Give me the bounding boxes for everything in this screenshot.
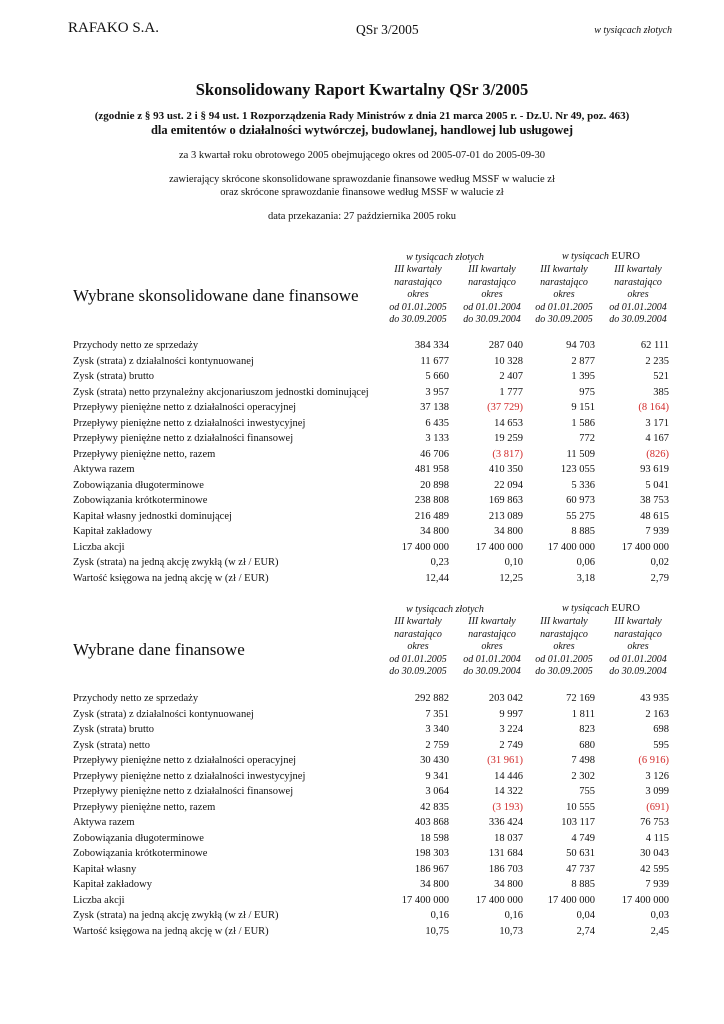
col-head-line: narastająco [468, 628, 516, 640]
cell-value: (3 193) [492, 801, 523, 813]
cell-value: 4 749 [571, 832, 595, 844]
col-head-line: do 30.09.2005 [535, 666, 593, 677]
cell-value: 2 163 [645, 708, 669, 720]
row-label: Przepływy pieniężne netto z działalności inwestycyjnej [73, 417, 306, 429]
row-label: Kapitał własny jednostki dominującej [73, 510, 232, 522]
table-row [73, 462, 683, 478]
cell-value: 186 703 [488, 863, 523, 875]
table-row [73, 784, 683, 800]
cell-value: 3 099 [645, 786, 669, 797]
cell-value: 0,16 [504, 910, 523, 921]
cell-value: 3 126 [645, 770, 669, 782]
row-label: Kapitał własny [73, 863, 137, 875]
group-eur-suffix: EURO [611, 251, 641, 262]
cell-value: 698 [653, 724, 669, 735]
cell-value: 20 898 [420, 479, 449, 491]
row-label: Zysk (strata) z działalności kontynuowanej [73, 355, 254, 367]
row-label: Aktywa razem [73, 817, 135, 828]
cell-value: 17 400 000 [475, 541, 523, 553]
col-head-line: do 30.09.2004 [609, 666, 667, 677]
col-head-4 [602, 616, 674, 679]
cell-value: 131 684 [488, 848, 523, 859]
cell-value: 10,73 [499, 925, 523, 937]
col-head-line: narastająco [394, 628, 442, 640]
cell-value: 2 407 [499, 371, 523, 382]
cell-value: 11 509 [566, 448, 595, 460]
cell-value: 0,23 [430, 557, 449, 568]
row-label: Przychody netto ze sprzedaży [73, 693, 199, 704]
cell-value: 595 [653, 739, 669, 751]
cell-value: 5 041 [645, 479, 669, 491]
col-head-line: narastająco [468, 276, 516, 288]
table-row [73, 400, 683, 416]
col-head-line: do 30.09.2004 [609, 314, 667, 325]
cell-value: 60 973 [566, 495, 595, 506]
table-row [73, 493, 683, 509]
col-head-line: okres [553, 641, 575, 652]
table-row [73, 769, 683, 785]
row-label: Zobowiązania długoterminowe [73, 832, 204, 844]
col-head-line: narastająco [394, 276, 442, 288]
company-name: RAFAKO S.A. [68, 20, 159, 36]
row-label: Przepływy pieniężne netto, razem [73, 448, 216, 460]
cell-value: 2 302 [571, 770, 595, 782]
group-pln-header: w tysiącach złotych [406, 604, 484, 615]
cell-value: 385 [653, 386, 669, 398]
cell-value: 17 400 000 [621, 541, 669, 553]
group-eur-header [526, 603, 676, 614]
table-row [73, 524, 683, 540]
row-label: Liczba akcji [73, 541, 125, 553]
table-row [73, 691, 683, 707]
row-label: Zysk (strata) na jedną akcję zwykłą (w zł / EUR) [73, 910, 279, 921]
cell-value: 14 653 [494, 417, 523, 429]
cell-value: 238 808 [414, 495, 449, 506]
cell-value: 46 706 [420, 448, 449, 460]
cell-value: 12,25 [499, 572, 523, 584]
cell-value: 34 800 [494, 526, 523, 537]
col-head-3 [528, 616, 600, 679]
cell-value: 216 489 [414, 510, 449, 522]
cell-value: (826) [646, 448, 669, 460]
cell-value: 1 811 [571, 708, 595, 720]
col-head-line: do 30.09.2005 [389, 314, 447, 325]
cell-value: 3 171 [645, 417, 669, 429]
table-row [73, 722, 683, 738]
row-label: Kapitał zakładowy [73, 526, 153, 537]
col-head-line: do 30.09.2005 [389, 666, 447, 677]
cell-value: 17 400 000 [401, 541, 449, 553]
table-row [73, 555, 683, 571]
col-head-line: do 30.09.2004 [463, 666, 521, 677]
col-head-line: narastająco [540, 628, 588, 640]
col-head-line: III kwartały [540, 264, 588, 275]
col-head-line: III kwartały [394, 616, 442, 627]
table-row [73, 800, 683, 816]
row-label: Zobowiązania długoterminowe [73, 479, 204, 491]
table-row [73, 338, 683, 354]
cell-value: 823 [579, 724, 595, 735]
cell-value: 0,03 [650, 910, 669, 921]
table-row [73, 416, 683, 432]
row-label: Zysk (strata) netto [73, 739, 150, 751]
cell-value: 62 111 [640, 340, 669, 351]
cell-value: 10 328 [494, 355, 523, 367]
cell-value: 0,02 [650, 557, 669, 568]
cell-value: 48 615 [640, 510, 669, 522]
cell-value: 17 400 000 [621, 894, 669, 906]
col-head-line: od 01.01.2004 [609, 653, 667, 665]
cell-value: 0,16 [430, 910, 449, 921]
col-head-line: III kwartały [468, 616, 516, 627]
row-label: Kapitał zakładowy [73, 879, 153, 890]
cell-value: 12,44 [425, 572, 449, 584]
col-head-line: okres [407, 289, 429, 300]
cell-value: 38 753 [640, 495, 669, 506]
unit-note: w tysiącach złotych [594, 25, 672, 36]
col-head-4 [602, 264, 674, 327]
transfer-date: data przekazania: 27 października 2005 roku [267, 211, 457, 222]
cell-value: 9 341 [425, 770, 449, 782]
cell-value: (37 729) [487, 402, 523, 413]
cell-value: 772 [579, 433, 595, 444]
table-row [73, 831, 683, 847]
col-head-line: okres [553, 289, 575, 300]
col-head-line: III kwartały [468, 264, 516, 275]
cell-value: 17 400 000 [475, 894, 523, 906]
cell-value: 481 958 [414, 464, 449, 475]
row-label: Przepływy pieniężne netto z działalności operacyjnej [73, 755, 297, 766]
col-head-line: od 01.01.2004 [463, 653, 521, 665]
cell-value: 3 340 [425, 724, 449, 735]
cell-value: 7 498 [571, 755, 595, 766]
cell-value: 34 800 [494, 879, 523, 890]
col-head-1 [382, 616, 454, 679]
contents-line-1: zawierający skrócone skonsolidowane sprawozdanie finansowe według MSSF w walucie zł [169, 174, 555, 185]
col-head-line: od 01.01.2004 [463, 301, 521, 313]
cell-value: 3,18 [576, 572, 595, 584]
cell-value: 6 435 [425, 417, 449, 429]
group-eur-suffix: EURO [611, 603, 641, 614]
cell-value: 755 [579, 786, 595, 797]
cell-value: 7 351 [425, 708, 449, 720]
cell-value: 42 595 [640, 863, 669, 875]
row-label: Zysk (strata) na jedną akcję zwykłą (w zł / EUR) [73, 557, 279, 568]
legal-basis: (zgodnie z § 93 ust. 2 i § 94 ust. 1 Rozporządzenia Rady Ministrów z dnia 21 marca 2005 r. - Dz.U. Nr 49, poz. 463) [94, 110, 630, 122]
cell-value: 30 430 [420, 755, 449, 766]
cell-value: 50 631 [566, 848, 595, 859]
cell-value: (3 817) [492, 448, 523, 460]
col-head-line: od 01.01.2005 [389, 301, 447, 313]
cell-value: 0,04 [576, 910, 595, 921]
table-row [73, 908, 683, 924]
report-title: Skonsolidowany Raport Kwartalny QSr 3/2005 [195, 80, 529, 99]
table-row [73, 385, 683, 401]
col-head-line: okres [627, 641, 649, 652]
col-head-2 [456, 264, 528, 327]
cell-value: 14 322 [494, 786, 523, 797]
cell-value: 2 235 [645, 355, 669, 367]
table-row [73, 571, 683, 587]
cell-value: 17 400 000 [401, 894, 449, 906]
row-label: Przepływy pieniężne netto z działalności finansowej [73, 786, 294, 797]
table-row [73, 354, 683, 370]
cell-value: 1 586 [571, 417, 595, 429]
row-label: Liczba akcji [73, 894, 125, 906]
cell-value: 94 703 [566, 340, 595, 351]
table-row [73, 447, 683, 463]
cell-value: 198 303 [414, 848, 449, 859]
col-head-line: od 01.01.2005 [535, 653, 593, 665]
cell-value: (8 164) [638, 402, 669, 413]
cell-value: 10,75 [425, 925, 449, 937]
group-eur-prefix: w tysiącach [561, 251, 609, 262]
cell-value: 0,06 [576, 557, 595, 568]
col-head-line: od 01.01.2005 [535, 301, 593, 313]
cell-value: 30 043 [640, 848, 669, 859]
issuer-scope: dla emitentów o działalności wytwórczej, budowlanej, handlowej lub usługowej [150, 123, 573, 137]
col-head-line: od 01.01.2004 [609, 301, 667, 313]
row-label: Przepływy pieniężne netto z działalności inwestycyjnej [73, 770, 306, 782]
col-head-2 [456, 616, 528, 679]
table-row [73, 893, 683, 909]
cell-value: 4 167 [645, 433, 669, 444]
cell-value: 186 967 [414, 863, 449, 875]
col-head-line: III kwartały [540, 616, 588, 627]
row-label: Zysk (strata) z działalności kontynuowanej [73, 708, 254, 720]
cell-value: 1 777 [499, 386, 523, 398]
cell-value: 5 660 [425, 371, 449, 382]
col-head-1 [382, 264, 454, 327]
cell-value: 169 863 [488, 495, 523, 506]
table-row [73, 753, 683, 769]
row-label: Wartość księgowa na jedną akcję w (zł / EUR) [73, 925, 269, 937]
cell-value: (6 916) [638, 755, 669, 766]
section1-title: Wybrane skonsolidowane dane finansowe [73, 286, 359, 305]
col-head-line: od 01.01.2005 [389, 653, 447, 665]
cell-value: 336 424 [488, 817, 523, 828]
cell-value: 2,74 [576, 925, 595, 937]
cell-value: 19 259 [494, 433, 523, 444]
cell-value: 8 885 [571, 526, 595, 537]
col-head-line: okres [407, 641, 429, 652]
col-head-line: okres [627, 289, 649, 300]
cell-value: 9 997 [499, 708, 523, 720]
cell-value: 93 619 [640, 464, 669, 475]
cell-value: 410 350 [488, 464, 523, 475]
table-row [73, 815, 683, 831]
cell-value: 2,45 [650, 925, 669, 937]
table-row [73, 846, 683, 862]
row-label: Zobowiązania krótkoterminowe [73, 495, 208, 506]
cell-value: 34 800 [420, 879, 449, 890]
cell-value: 3 064 [425, 786, 449, 797]
cell-value: 521 [653, 371, 669, 382]
col-head-line: do 30.09.2005 [535, 314, 593, 325]
col-head-line: III kwartały [614, 264, 662, 275]
row-label: Przepływy pieniężne netto z działalności operacyjnej [73, 402, 297, 413]
cell-value: 76 753 [640, 817, 669, 828]
table-row [73, 431, 683, 447]
cell-value: 18 598 [420, 832, 449, 844]
cell-value: 3 133 [425, 433, 449, 444]
cell-value: 42 835 [420, 801, 449, 813]
col-head-line: narastająco [614, 276, 662, 288]
cell-value: 7 939 [645, 526, 669, 537]
cell-value: 2 759 [425, 739, 449, 751]
report-code: QSr 3/2005 [356, 22, 419, 37]
cell-value: 213 089 [488, 510, 523, 522]
cell-value: 403 868 [414, 817, 449, 828]
cell-value: 292 882 [414, 693, 449, 704]
group-pln-header: w tysiącach złotych [406, 252, 484, 263]
col-head-3 [528, 264, 600, 327]
section2-title: Wybrane dane finansowe [73, 640, 245, 659]
row-label: Zysk (strata) brutto [73, 724, 155, 735]
col-head-line: narastająco [540, 276, 588, 288]
cell-value: 4 115 [645, 832, 669, 844]
cell-value: 3 224 [499, 724, 523, 735]
row-label: Przepływy pieniężne netto, razem [73, 801, 216, 813]
cell-value: 680 [579, 739, 595, 751]
cell-value: 9 151 [571, 402, 595, 413]
cell-value: 8 885 [571, 879, 595, 890]
section2-table [73, 691, 683, 939]
cell-value: 55 275 [566, 510, 595, 522]
cell-value: 203 042 [488, 693, 523, 704]
cell-value: 103 117 [561, 817, 595, 828]
cell-value: 0,10 [504, 557, 523, 568]
cell-value: 287 040 [488, 340, 523, 351]
col-head-line: III kwartały [394, 264, 442, 275]
contents-line-2: oraz skrócone sprawozdanie finansowe według MSSF w walucie zł [220, 187, 504, 198]
col-head-line: III kwartały [614, 616, 662, 627]
cell-value: 18 037 [494, 832, 523, 844]
period-line: za 3 kwartał roku obrotowego 2005 obejmującego okres od 2005-07-01 do 2005-09-30 [179, 150, 545, 161]
table-row [73, 862, 683, 878]
cell-value: 72 169 [566, 693, 595, 704]
table-row [73, 369, 683, 385]
cell-value: 2 749 [499, 739, 523, 751]
cell-value: 975 [579, 386, 595, 398]
row-label: Zysk (strata) netto przynależny akcjonariuszom jednostki dominującej [73, 386, 369, 398]
table-row [73, 478, 683, 494]
cell-value: 384 334 [414, 340, 449, 351]
col-head-line: do 30.09.2004 [463, 314, 521, 325]
row-label: Przychody netto ze sprzedaży [73, 340, 199, 351]
cell-value: (31 961) [487, 755, 523, 766]
row-label: Wartość księgowa na jedną akcję w (zł / EUR) [73, 572, 269, 584]
col-head-line: okres [481, 641, 503, 652]
cell-value: 123 055 [560, 464, 595, 475]
cell-value: 1 395 [571, 371, 595, 382]
section1-table [73, 338, 683, 586]
col-head-line: okres [481, 289, 503, 300]
cell-value: 5 336 [571, 479, 595, 491]
row-label: Przepływy pieniężne netto z działalności finansowej [73, 433, 294, 444]
cell-value: 34 800 [420, 526, 449, 537]
cell-value: 3 957 [425, 386, 449, 398]
cell-value: 17 400 000 [547, 894, 595, 906]
cell-value: (691) [646, 801, 669, 813]
table-row [73, 707, 683, 723]
col-head-line: narastająco [614, 628, 662, 640]
table-row [73, 509, 683, 525]
table-row [73, 540, 683, 556]
cell-value: 10 555 [566, 801, 595, 813]
cell-value: 7 939 [645, 879, 669, 890]
cell-value: 14 446 [494, 770, 523, 782]
cell-value: 2 877 [571, 355, 595, 367]
cell-value: 11 677 [420, 355, 449, 367]
table-row [73, 738, 683, 754]
cell-value: 22 094 [494, 479, 523, 491]
cell-value: 17 400 000 [547, 541, 595, 553]
row-label: Aktywa razem [73, 464, 135, 475]
table-row [73, 877, 683, 893]
cell-value: 43 935 [640, 693, 669, 704]
group-eur-prefix: w tysiącach [561, 603, 609, 614]
group-eur-header [526, 251, 676, 262]
row-label: Zobowiązania krótkoterminowe [73, 848, 208, 859]
cell-value: 37 138 [420, 402, 449, 413]
row-label: Zysk (strata) brutto [73, 371, 155, 382]
cell-value: 2,79 [650, 572, 669, 584]
table-row [73, 924, 683, 940]
cell-value: 47 737 [566, 863, 595, 875]
